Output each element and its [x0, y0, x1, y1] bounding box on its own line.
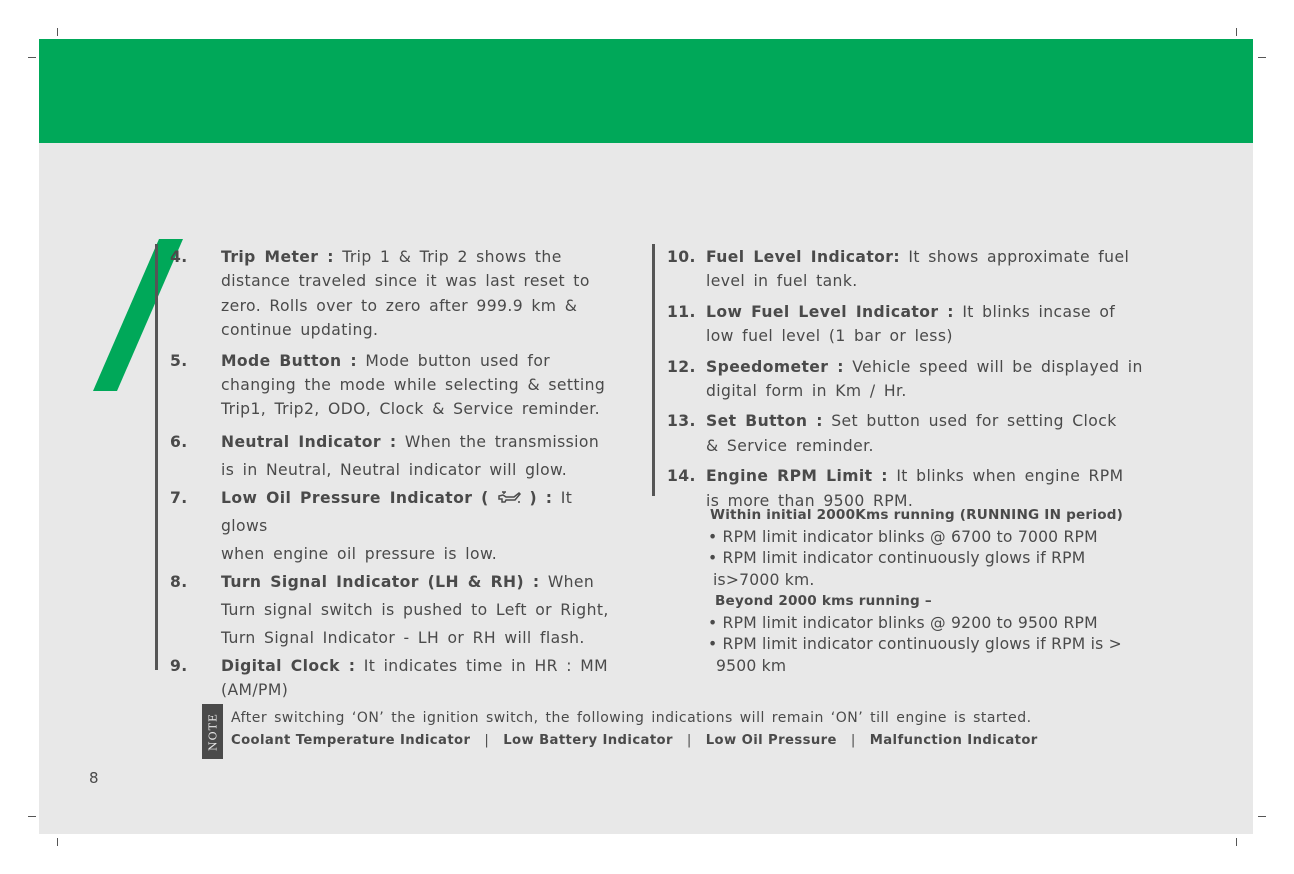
- crop-mark: [1258, 57, 1266, 58]
- page-number: 8: [89, 769, 99, 787]
- item-line: is in Neutral, Neutral indicator will glow.: [221, 460, 568, 479]
- list-item-trip-meter: [170, 245, 620, 343]
- item-number: 6.: [170, 432, 188, 451]
- item-text: It blinks incase of: [962, 302, 1116, 321]
- item-number: 14.: [667, 467, 696, 486]
- item-line: (AM/PM): [221, 681, 289, 700]
- item-text: Vehicle speed will be displayed in: [852, 357, 1143, 376]
- item-line: Turn signal switch is pushed to Left or Right,: [221, 600, 609, 619]
- item-line: low fuel level (1 bar or less): [706, 327, 953, 346]
- list-item-neutral-indicator: [170, 428, 620, 484]
- list-item-turn-signal: [170, 568, 620, 652]
- item-text: Set button used for setting Clock: [831, 412, 1117, 431]
- item-line: digital form in Km / Hr.: [706, 382, 907, 401]
- right-column-bar: [652, 244, 655, 496]
- note-separator: |: [484, 733, 490, 748]
- note-item: Low Battery Indicator: [503, 733, 673, 748]
- crop-mark: [1236, 838, 1237, 846]
- header-band: [39, 39, 1253, 143]
- item-term: Trip Meter :: [221, 248, 334, 266]
- list-item-set-button: [667, 409, 1167, 458]
- item-number: 4.: [170, 248, 188, 266]
- item-number: 8.: [170, 572, 188, 591]
- item-number: 9.: [170, 656, 188, 675]
- list-item-low-fuel: [667, 300, 1167, 349]
- item-text: When: [547, 572, 595, 591]
- item-term: Speedometer :: [706, 357, 844, 376]
- item-text: Trip 1 & Trip 2 shows the: [342, 248, 562, 266]
- crop-mark: [28, 57, 36, 58]
- left-column: [170, 245, 620, 703]
- item-text: It indicates time in HR : MM: [363, 656, 608, 675]
- bullet-item: • RPM limit indicator continuously glows if RPM is >: [708, 635, 1122, 653]
- item-term: Turn Signal Indicator (LH & RH) :: [221, 572, 540, 591]
- list-item-speedometer: [667, 355, 1167, 404]
- item-number: 5.: [170, 351, 188, 370]
- note-text: After switching ‘ON’ the ignition switch, the following indications will remain ‘ON’ till engine is started.: [231, 710, 1032, 726]
- item-term: Low Oil Pressure Indicator (: [221, 488, 489, 507]
- item-line: changing the mode while selecting & setting: [221, 376, 606, 395]
- item-line: continue updating.: [221, 321, 379, 340]
- right-column: [667, 245, 1167, 513]
- list-item-fuel-level: [667, 245, 1167, 294]
- running-in-heading: Within initial 2000Kms running (RUNNING IN period): [710, 507, 1124, 523]
- rpm-limit-details: [703, 505, 1173, 677]
- list-item-digital-clock: [170, 654, 620, 703]
- note-item: Malfunction Indicator: [869, 733, 1038, 748]
- item-line: zero. Rolls over to zero after 999.9 km &: [221, 296, 578, 315]
- crop-mark: [57, 838, 58, 846]
- note-item: Coolant Temperature Indicator: [231, 733, 471, 748]
- bullet-continuation: 9500 km: [716, 656, 787, 675]
- crop-mark: [57, 28, 58, 36]
- item-number: 11.: [667, 302, 696, 321]
- note-tag-label: NOTE: [206, 712, 219, 751]
- bullet-continuation: is>7000 km.: [713, 570, 815, 589]
- list-item-mode-button: [170, 349, 620, 422]
- item-text: When the transmission: [404, 432, 600, 451]
- note-separator: |: [686, 733, 692, 748]
- crop-mark: [28, 816, 36, 817]
- note-tag: [202, 704, 223, 759]
- beyond-heading: Beyond 2000 kms running –: [715, 593, 932, 609]
- crop-mark: [1258, 816, 1266, 817]
- item-term-end: ) :: [529, 488, 553, 507]
- note-indicator-list: [231, 733, 1038, 748]
- crop-mark: [1236, 28, 1237, 36]
- item-term: Fuel Level Indicator:: [706, 248, 901, 266]
- oil-can-icon: [497, 491, 521, 504]
- item-text: It blinks when engine RPM: [896, 467, 1124, 486]
- item-line: Trip1, Trip2, ODO, Clock & Service reminder.: [221, 400, 601, 419]
- bullet-item: • RPM limit indicator blinks @ 9200 to 9500 RPM: [708, 613, 1098, 632]
- item-text: It glows: [221, 488, 573, 535]
- item-term: Neutral Indicator :: [221, 432, 397, 451]
- item-term: Digital Clock :: [221, 656, 356, 675]
- item-line: is more than 9500 RPM.: [706, 491, 914, 510]
- item-number: 10.: [667, 248, 696, 266]
- note-item: Low Oil Pressure: [705, 733, 837, 748]
- item-line: & Service reminder.: [706, 436, 874, 455]
- item-term: Engine RPM Limit :: [706, 467, 888, 486]
- left-column-bar: [155, 244, 158, 670]
- bullet-item: • RPM limit indicator blinks @ 6700 to 7000 RPM: [708, 527, 1098, 546]
- item-line: Turn Signal Indicator - LH or RH will flash.: [221, 628, 585, 647]
- item-text: It shows approximate fuel: [908, 248, 1130, 266]
- note-separator: |: [850, 733, 856, 748]
- item-line: level in fuel tank.: [706, 272, 858, 291]
- list-item-low-oil-pressure: [170, 484, 620, 568]
- bullet-item: • RPM limit indicator continuously glows if RPM: [708, 549, 1086, 567]
- item-term: Low Fuel Level Indicator :: [706, 302, 954, 321]
- manual-page: [39, 39, 1253, 834]
- item-number: 12.: [667, 357, 696, 376]
- item-line: when engine oil pressure is low.: [221, 544, 498, 563]
- item-number: 7.: [170, 488, 188, 507]
- item-term: Mode Button :: [221, 351, 357, 370]
- item-text: Mode button used for: [365, 351, 551, 370]
- item-number: 13.: [667, 412, 696, 431]
- item-term: Set Button :: [706, 412, 823, 431]
- item-line: distance traveled since it was last reset to: [221, 272, 590, 291]
